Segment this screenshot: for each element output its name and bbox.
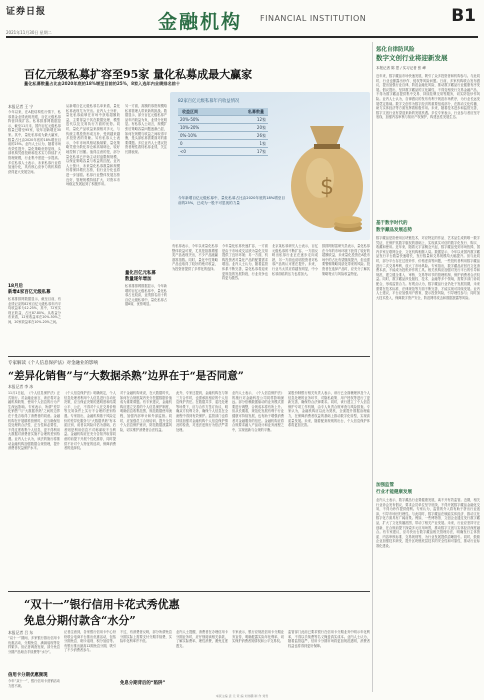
- bottom-body-col1b: 今年“双十一”，银行信用卡营销活动力度不减。: [8, 679, 60, 688]
- page-footer: 本版主编 袁 元 责 编 刘伟鹏 制 作 刘雪: [215, 694, 269, 698]
- lead-byline: 本报记者 王 宁: [8, 104, 34, 109]
- table-cell: 20家: [256, 125, 266, 130]
- mid-body-col2: 《个人信息保护法》明确规定，个人信息处理者利用个人信息进行自动化决策，应当保证决策的透明度和结果公平、公正，不得对个人在交易价格等交易条件上实行不合理的差别待遇。专家指出，金融机构基于风险定价的差异化服务与“大数据杀熟”有本质区别，前者以风险评估为基础，后者则是利用信息不对称谋取不当利益。金融机构应在充分告知并取得同意的前提下开展个性化推荐，同时提供不针对个人特征的选项，保障消费者的选择权。: [64, 391, 116, 451]
- right-body-1: 近年来，数字藏品市场快速发展，吸引了众多投资者和机构参与。与此同时，行业也暴露出炒作、侵权等风险问题。日前，多家机构联合发布倡议，提出加强行业自律，防范金融化风险，推动数字藏品行业健康有序发展。倡议提出，坚持数字藏品的文化属性，不得变相发行交易金融产品，不得为数字藏品提供集中交易、持续挂牌交易等服务，切实防范炒作风险。业内人士认为，自律倡议的发布有利于规范市场秩序，为行业长远发展奠定基础。数字文创作为数字经济的重要组成部分，在推动文化传播、助力实体经济等方面发挥着积极作用。未来，随着技术进步和监管完善，数字文创行业有望迎来新的发展机遇。多位专家表示，行业参与者应坚守底线，加强内容审核与知识产权保护，构建良性发展生态。: [376, 74, 480, 120]
- right-sub1b: 数字藏品发展态势: [376, 228, 412, 233]
- table-cell: <0: [180, 149, 186, 154]
- lead-body-col3: 另一方面，高额的募资规模给私募管理人带来新的挑战。数据显示，部分百亿元级私募产品年内收益为负，业绩分化明显。有私募人士坦言，规模扩张后策略容量问题逐渐凸显，如何在规模与收益之间取得平衡，是头部私募需要面对的重要课题。多位业内人士建议投资者理性看待私募业绩，关注长期表现。: [125, 104, 167, 154]
- lead-body-col5: 今年量化私募快速扩容，一方面是由于市场成交活跃为量化交易提供了良好环境；另一方面，机构投资者对量化产品的配置需求增加。业内人士认为，随着监管体系不断完善，量化私募将迎来更规范的发展阶段，行业竞争也将更为激烈。: [222, 244, 268, 281]
- table-row: [178, 140, 268, 148]
- mid-body-col1: 11月1日起，《个人信息保护法》正式施行。对金融业而言，该法将对金融机构收集、使用个人信息的行为产生深远影响。专家表示，所谓“差异化销售”与“大数据杀熟”之间的边界在于是否取得了消费者的同意。金融机构在开展精准营销时，应当确保信息处理的合法性、正当性和必要性，不得过度收集个人信息，更不得利用大数据对消费者实施不合理的差别待遇。业内人士认为，该法的施行将推动金融机构加强数据合规管理，提升消费者权益保护水平。: [8, 391, 60, 451]
- table-cell: 17家: [256, 149, 266, 154]
- bottom-headline-line2: 免息分期付款含“水分”: [24, 614, 136, 627]
- right-story-header: [376, 46, 480, 62]
- svg-text:$: $: [320, 175, 334, 200]
- section-divider: [8, 591, 370, 592]
- bottom-headline-line1: “双十一”银行信用卡花式秀优惠: [24, 598, 180, 611]
- table-cell: 10%-20%: [180, 125, 200, 130]
- lead-body-col4: 有私募表示，今年以来量化私募整体收益可观，尤其是指数增强类产品表现突出，不少产品跑赢基准指数。同时，量化中性策略产品也取得了较好的绝对收益，为投资者提供了多样化的选择。: [172, 244, 218, 271]
- lead-body-col3b: 私募排排网数据显示，今年新增的百亿元级私募中，量化私募占比较高，业绩排名前十的百亿元级私募中，量化私募占据8席，优势明显。: [125, 284, 167, 307]
- table-cell: 12家: [256, 117, 266, 122]
- infographic-table-header: [178, 108, 268, 116]
- section-title-en: FINANCIAL INSTITUTION: [260, 14, 367, 23]
- lead-body-col1: 今年以来，在A股结构性行情下，私募基金业绩表现亮眼，百亿元级私募阵营持续扩容。私募排排网数据显示，截至11月末，国内百亿元级私募数量已增至95家，较年初新增近30家。其中，量化私募成为最大赢家，数量占比由2020年底的18%增至目前的25%。业内人士认为，随着市场有效性提升，量化策略优势显现，头部机构凭借投研和技术实力持续扩大管理规模，行业集中度进一步提高。多位私募人士表示，未来私募行业将加速分化，具有核心竞争力的机构将获得更大发展空间。: [8, 110, 61, 174]
- mid-kicker: 专家解读《个人信息保护法》对金融业的影响: [8, 361, 98, 366]
- infographic-table: [178, 108, 268, 156]
- bottom-byline: 本报记者 吕 东: [8, 630, 34, 635]
- bottom-sub1: 信用卡分期优惠频现: [8, 673, 48, 678]
- mid-body-col4: 此外，专家还提到，金融机构在与第三方合作时，也需承担相应的个人信息保护责任。在数据共享、委托处理等场景下，应与合作方签订协议，明确双方权利义务，确保个人信息在全流程中得到有效保护。监管部门也将持续加强对金融机构个人信息保护情况的检查，对违法违规行为依法严肃处理。: [176, 391, 228, 432]
- table-row: [178, 124, 268, 132]
- table-cell: 1家: [259, 141, 266, 146]
- bottom-sub2: 免息分期背后的“陷阱”: [120, 681, 166, 686]
- right-sub1: 基于数字时代的: [376, 221, 408, 226]
- table-cell: 26家: [256, 133, 266, 138]
- lead-headline: 百亿元级私募扩容至95家 量化私募成最大赢家: [24, 68, 253, 81]
- lead-sub2: 量化百亿元私募: [125, 271, 156, 276]
- table-row: [178, 148, 268, 156]
- mid-body-col5: 业内人士表示，《个人信息保护法》的施行对金融科技公司同样影响深远。部分依赖数据驱动的业务模式需要进行调整，合规成本将有所上升。但从长期看，规范化发展有利于行业健康可持续发展，也有助于增强消费者对金融服务的信任。金融机构应将合规要求融入产品设计和业务流程之中，实现创新与合规的平衡。: [232, 391, 284, 432]
- bottom-body-col1: “双十一”期间，多家银行推出信用卡优惠活动，分期免息、满减返现等花样繁多。但记者调查发现，部分免息分期产品暗含手续费等“水分”。: [8, 636, 60, 654]
- lead-body-col6: 北京某私募研究人士表示，百亿元级私募的不断扩容，一方面反映出私募行业正在逐步走向成熟，另一方面也说明投资者对私募产品的认可度在提升。未来，行业马太效应将越发明显，中小私募面临的压力也将加大。: [272, 244, 318, 276]
- lead-body-col1b: 私募排排网数据显示，截至目前，有业绩记录的82家百亿元级私募年内平均收益率为12.25%，其中，72家实现正收益，占比87.80%。从收益分布来看，12家收益率在20%-50%之间，20家收益率在10%-20%之间。: [8, 297, 61, 324]
- lead-sub1b: 新增4家百亿元级私募: [8, 290, 51, 295]
- paper-name: 证券日报: [6, 7, 47, 17]
- table-cell: 0: [180, 141, 183, 146]
- page-number: B1: [451, 6, 476, 26]
- col-header: 收益区间: [182, 109, 198, 114]
- table-row: [178, 132, 268, 140]
- right-sub2: 加强监管: [376, 483, 394, 488]
- right-sub2b: 行业才能健康发展: [376, 490, 412, 495]
- mid-body-col3: 对于金融机构来说，在大数据时代，如何在合规框架内充分挖掘数据价值成为重要课题。有专家建议，金融机构应建立完善的个人信息保护制度，明确信息收集范围，规范数据使用流程，加强内部审计和外部监督。同时，应加强员工合规培训，提升全员个人信息保护意识，防范数据泄露风险，切实维护消费者合法权益。: [120, 391, 172, 432]
- lead-deck: 量化私募数量占比由2020年底的18%增至目前的25%，8家入选年内业绩排名前十: [24, 81, 181, 86]
- table-cell: 0%-10%: [180, 133, 197, 138]
- mid-body-col6: 某股份制银行相关负责人表示，该行已全面梳理涉及个人信息处理的业务环节，对隐私政策、用户授权等进行了更新完善，确保符合法律要求。同时，该行建立了个人信息保护专项工作机制，由专人负责合规审查与风险排查。专家认为，金融机构应以此为契机，全面提升数据治理能力，在保障消费者权益的基础上推动数字化转型，实现高质量发展。未来，随着配套规则的出台，个人信息保护体系将更加完善。: [288, 391, 370, 428]
- right-title: 数字文创行业将迎新发展: [376, 54, 448, 62]
- right-body-2: 数字藏品是指使用区块链技术，对应特定的作品、艺术品生成的唯一数字凭证，在保护其数字版权的基础上，实现真实可信的数字化发行、购买、收藏和使用。近年来，随着元宇宙概念兴起，数字藏品受到市场热捧，国内多家互联网企业、文化机构相继入局。数据显示，今年以来国内数字藏品发行平台数量快速增长，发行数量和交易规模均大幅提升。但与此同时，部分平台存在过度炒作、价格虚高等问题，一些投机者利用数字藏品进行二次交易牟利，放大了市场风险。专家指出，数字藏品应回归文化消费本质，不能成为投机炒作的工具。相关机构应加强对发行平台的引导和规范，建立健全准入、审核、交易等环节的管理机制，保护消费者合法权益。同时，数字藏品涉及版权、技术、金融等多个领域，需要多部门协同配合，形成监管合力。有观点认为，数字藏品行业仍处于发展初期，未来需要在技术标准、法律规范等方面不断完善，才能实现可持续发展。业内人士建议，平台应加强用户教育，提示投资风险，引导理性参与；同时加大技术投入，保障数字资产安全，防范网络攻击和数据泄露等风险。: [376, 236, 480, 300]
- issue-date: 2021年11月30日 星期二: [6, 30, 52, 35]
- bottom-body-col5: 专家表示，银行应规范信用卡分期业务宣传，明确披露实际年化利率，切实保护消费者知情权和公平交易权。: [232, 630, 284, 644]
- masthead: [6, 4, 478, 38]
- right-body-3: 业内人士表示，数字藏品行业要健康发展，离不开有效监管。近期，相关行业协会发布倡议，要求会员单位坚守底线，不得开展数字藏品金融化交易，不得为炒作提供便利。专家认为，监管的介入将有助于挤出行业泡沫，引导市场回归理性。与此同时，数字藏品在赋能实体经济、推动文化数字化方面具有广阔前景。例如，一些博物馆、文创企业通过发行数字藏品，扩大了文化传播范围，带动了相关产业发展。未来，行业应坚持守正创新，在合规前提下探索多元应用场景，推动数字文创与实体经济深度融合。有专家建议，应尽快出台数字藏品相关管理办法，明确发行主体资质、内容审核标准、交易规则等，为行业发展提供清晰指引。同时，鼓励企业加强技术研发，提升区块链底层技术的安全性和可靠性，推动行业标准化建设。: [376, 498, 480, 548]
- lead-body-col7: 排排网财富研究员表示，量化私募在今年的市场环境下获得了较好的超额收益，未来量化投资在A股市场中的占比有望继续提升，但也需要警惕策略同质化带来的风险。投资者在选择产品时，应充分了解其策略特点与风险收益特征。: [322, 244, 370, 276]
- lead-body-col2: 从新增百亿元级私募名单来看，量化私募表现尤为突出。业内人士分析，量化私募能够在市场中获取超额收益，主要得益于其在数据处理、模型迭代以及交易执行方面的优势。同时，量化产品收益来源相对多元，与传统主观投资形成互补，受到越来越多投资者的青睐。另有私募人士表示，今年市场风格切换频繁，量化策略凭借分散化持仓和高频调仓，较好地控制了回撤。值得注意的是，部分量化私募已开始主动封盘限制规模，以保证策略容量与收益的匹配。业内人士预计，未来量化私募数量和规模仍将保持增长态势，但行业分化也将进一步加剧。私募行业整体发展态势良好，管理规模持续扩大，对资本市场稳定发展起到了积极作用。: [66, 104, 120, 187]
- mid-byline: 本报记者 李 冰: [8, 384, 34, 389]
- infographic-title: 82家百亿元级私募年内收益情况: [178, 99, 240, 104]
- mid-headline: “差异化销售”与“大数据杀熟”边界在于“是否同意”: [8, 370, 244, 382]
- section-divider: [8, 356, 370, 357]
- infographic-note: 今年新增百亿元级私募中，量化私募占比由2020年底的18%增至目前的25%，已成为一股不可忽视的力量: [178, 196, 285, 205]
- bottom-body-col6: 监管部门此前已要求银行在信用卡分期业务中明示年化利率，不得以手续费等名义掩盖真实成本。业内人士认为，随着监管趋严，信用卡分期市场将更加规范透明，消费者权益也将得到更好保障。: [288, 630, 370, 648]
- column-divider: [372, 42, 373, 692]
- money-bag-illustration: [288, 116, 366, 238]
- bottom-body-col2: 记者注意到，各家银行信用卡中心纷纷联合电商平台推出优惠活动，包括分期免息、刷卡返现、积分加倍等。有银行推出最高12期免息分期，吸引了不少消费者参与。: [64, 630, 116, 653]
- table-cell: 20%-50%: [180, 117, 200, 122]
- col-header: 私募数量: [248, 109, 264, 114]
- right-byline: 本报记者 陈 思 / 实习记者 张 峰: [376, 66, 426, 70]
- bottom-body-col4: 业内人士提醒，消费者在办理信用卡分期业务时，应仔细阅读相关条款，了解实际费率，理性消费，避免过度透支。: [176, 630, 228, 648]
- infographic: [170, 92, 370, 240]
- section-title: 金融机构: [158, 11, 243, 33]
- lead-sub1: 18月后: [8, 284, 23, 289]
- right-kicker: 惩化自律防风险: [376, 47, 415, 53]
- table-row: [178, 116, 268, 124]
- lead-sub2b: 数量逐年增加: [125, 277, 152, 282]
- bottom-body-col3: 不过，有消费者反映，部分所谓免息分期实际上需要支付分期手续费，实际年化利率并不低。: [120, 630, 172, 644]
